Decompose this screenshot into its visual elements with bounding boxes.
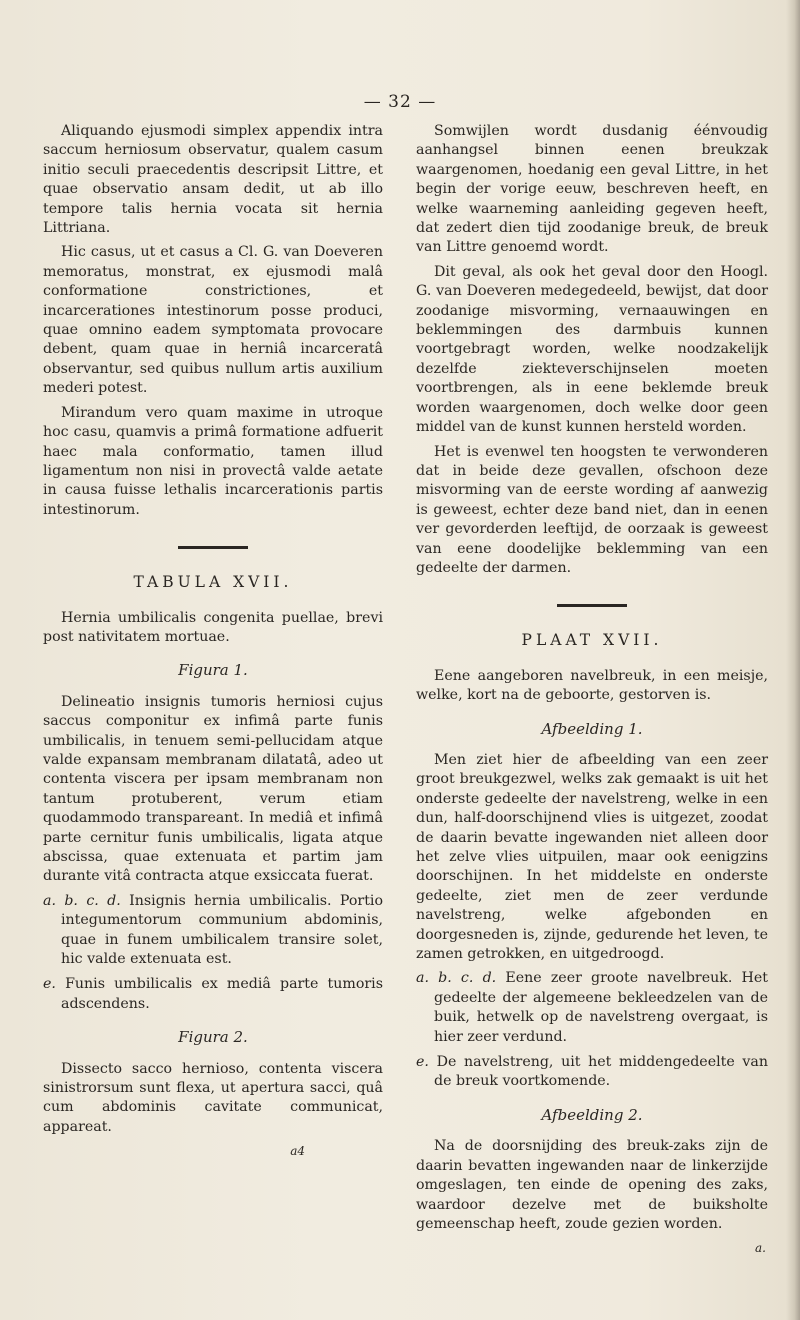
legend-text: Insignis hernia umbilicalis. Portio integumentorum communium abdominis, quae in funem umbilicalem transire solet, hic valde extenuata est. [61,892,383,968]
section-rule [557,604,627,607]
dutch-figure-1-text: Men ziet hier de afbeelding van een zeer groot breukgezwel, welks zak gemaakt is uit het onderste gedeelte der navelstreng, welke in een dun, half-doorschijnend vlies is uitgezet, zoodat de daarin bevatte ingewanden niet alleen door het zelve vlies uitpuilen, maar ook eenigzins doorschijnen. In het middelste en onderste gedeelte, ziet men de zeer verdunde navelstreng, welke afgebonden en doorgesneden is, zijnde, gedurende het leven, te zamen getrokken, en uitgedroogd. [416,751,768,963]
legend-label: a. b. c. d. [416,970,497,987]
dutch-figure-1-title: Afbeelding 1. [541,719,643,738]
latin-column [43,122,383,1162]
latin-figure-2-text: Dissecto sacco hernioso, contenta viscera sinistrorsum sunt flexa, ut apertura sacci, quâ cum abdominis cavitate communicat, appareat. [43,1060,383,1135]
dutch-signature-mark: a. [755,1241,766,1256]
dutch-plate-heading: PLAAT XVII. [521,631,663,650]
legend-text: Eene zeer groote navelbreuk. Het gedeelte der algemeene bekleedzelen van de buik, hetwelk op de navelstreng overgaat, is hier zeer verdund. [434,970,768,1045]
dutch-column [416,122,768,1259]
latin-legend-item [43,975,383,1014]
legend-label: a. b. c. d. [43,892,121,909]
latin-paragraph: Hic casus, ut et casus a Cl. G. van Doeveren memoratus, monstrat, ex ejusmodi malâ conformatione constrictiones, et incarcerationes intestinorum posse produci, quae omnino eadem symptomata provocare debent, quam quae in herniâ incarceratâ observantur, sed quibus nullum artis auxilium mederi potest. [43,244,383,397]
latin-legend-item [43,892,383,970]
latin-plate-intro: Hernia umbilicalis congenita puellae, brevi post nativitatem mortuae. [43,609,383,645]
latin-figure-1-text: Delineatio insignis tumoris herniosi cujus saccus componitur ex infimâ parte funis umbilicalis, in tenuem semi-pellucidam atque valde expansam membranam dilatatâ, adeo ut contenta viscera per ipsam membranam non tantum protuberent, verum etiam quodammodo transpareant. In mediâ et infimâ parte cernitur funis umbilicalis, ligata atque abscissa, quae extenuata et partim jam durante vitâ contracta atque exsiccata fuerat. [43,693,383,885]
section-rule [178,546,248,549]
latin-figure-2-title: Figura 2. [178,1028,248,1047]
latin-paragraph: Mirandum vero quam maxime in utroque hoc casu, quamvis a primâ formatione adfuerit haec mala conformatio, tamen illud ligamentum non nisi in provectâ valde aetate in causa fuisse lethalis incarcerationis partis intestinorum. [43,404,383,518]
dutch-paragraph: Somwijlen wordt dusdanig éénvoudig aanhangsel binnen eenen breukzak waargenomen, hoedanig een geval Littre, in het begin der vorige eeuw, beschreven heeft, en welke waarneming aanleiding gegeven heeft, dat zedert dien tijd zoodanige breuk, de breuk van Littre genoemd wordt. [416,123,768,256]
page-edge-shadow [786,0,800,1320]
dutch-figure-2-title: Afbeelding 2. [541,1105,643,1124]
latin-plate-heading: TABULA XVII. [133,573,293,592]
latin-paragraph: Aliquando ejusmodi simplex appendix intra saccum herniosum observatur, qualem casum initio seculi praecedentis descripsit Littre, et quae observatio ansam dedit, ut ab illo tempore talis hernia vocata sit hernia Littriana. [43,123,383,237]
dutch-legend-item [416,969,768,1047]
dutch-paragraph: Het is evenwel ten hoogsten te verwonderen dat in beide deze gevallen, ofschoon deze misvorming van de eerste wording af aanwezig is geweest, echter deze band niet, dan in eenen ver gevorderden leeftijd, de oorzaak is geweest van eene doodelijke beklemming van een gedeelte der darmen. [416,443,768,576]
latin-signature-mark: a4 [290,1144,305,1159]
legend-text: Funis umbilicalis ex mediâ parte tumoris adscendens. [61,976,383,1012]
page-number: — 32 — [363,92,437,112]
dutch-figure-2-text: Na de doorsnijding des breuk-zaks zijn de daarin bevatten ingewanden naar de linkerzijde omgeslagen, ten einde de opening des zaks, waardoor dezelve met de buiksholte gemeenschap heeft, zoude gezien worden. [416,1138,768,1232]
dutch-paragraph: Dit geval, als ook het geval door den Hoogl. G. van Doeveren medegedeeld, bewijst, dat door zoodanige misvorming, vernaauwingen en beklemmingen des darmbuis kunnen voortgebragt worden, welke noodzakelijk dezelfde ziekteverschijnselen moeten voortbrengen, als in eene beklemde breuk worden waargenomen, doch welke door geen middel van de kunst kunnen hersteld worden. [416,263,768,436]
dutch-plate-intro: Eene aangeboren navelbreuk, in een meisje, welke, kort na de geboorte, gestorven is. [416,667,768,704]
legend-label: e. [43,976,56,993]
legend-label: e. [416,1054,429,1071]
legend-text: De navelstreng, uit het middengedeelte van de breuk voortkomende. [434,1054,768,1090]
latin-figure-1-title: Figura 1. [178,661,248,680]
dutch-legend-item [416,1053,768,1092]
